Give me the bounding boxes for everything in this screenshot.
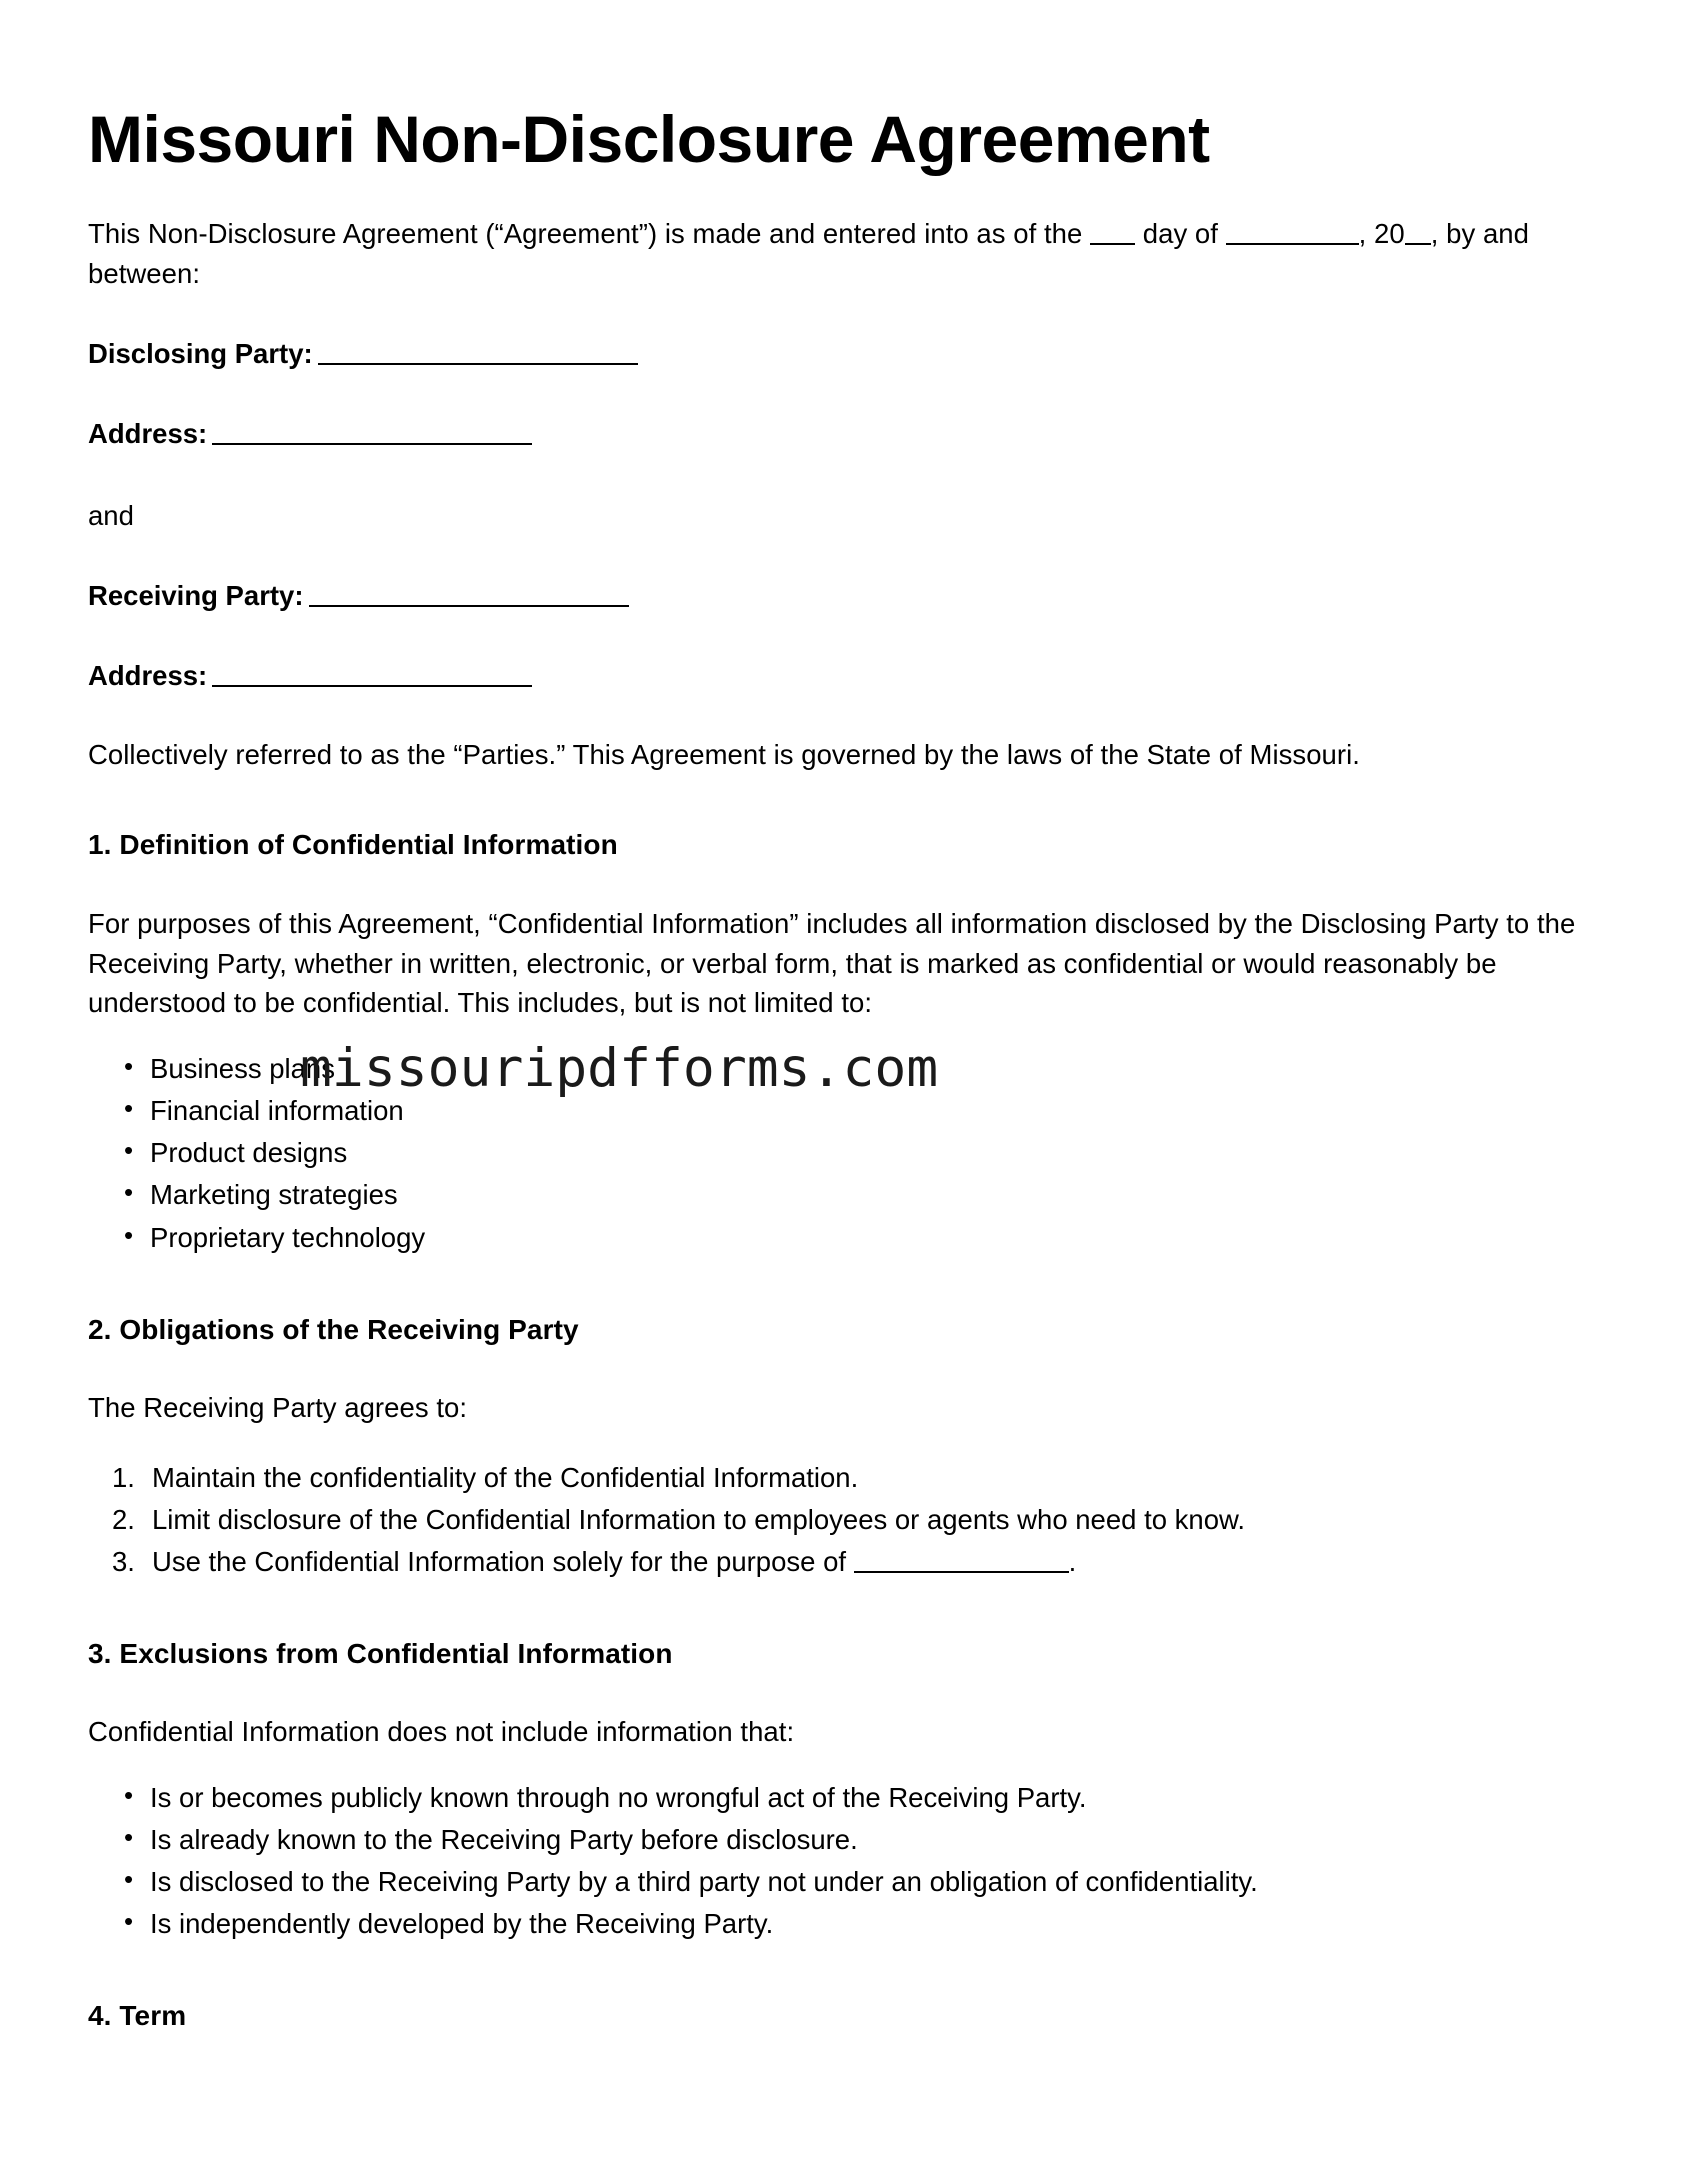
site-watermark: missouripdfforms.com [300, 1038, 939, 1099]
day-blank[interactable] [1090, 219, 1135, 246]
list-item [88, 1542, 1582, 1581]
receiving-party-label: Receiving Party: [88, 579, 304, 611]
list-item-text: Proprietary technology [150, 1221, 426, 1253]
section-1-body: For purposes of this Agreement, “Confidential Information” includes all information disclosed by the Disclosing Party to the Receiving Party, whether in written, electronic, or verbal form, that is marked as confidential or would reasonably be understood to be confidential. This includes, but is not limited to: [88, 907, 1576, 1019]
section-1-bullet-list [88, 1023, 1593, 1256]
disclosing-party-line [88, 294, 1593, 374]
section-2-body: The Receiving Party agrees to: [88, 1391, 468, 1423]
receiving-party-blank[interactable] [309, 579, 629, 606]
list-item [88, 1778, 1580, 1817]
list-item-text: Maintain the confidentiality of the Confidential Information. [152, 1461, 859, 1493]
section-2-heading: 2. Obligations of the Receiving Party [88, 1313, 579, 1345]
disclosing-party-blank[interactable] [318, 338, 638, 365]
page-title: Missouri Non-Disclosure Agreement [88, 102, 1210, 176]
intro-text-before-day: This Non-Disclosure Agreement (“Agreement”) is made and entered into as of the [88, 218, 1091, 250]
list-item [88, 1904, 1580, 1943]
list-item [88, 1458, 1582, 1497]
section-3-body: Confidential Information does not include information that: [88, 1716, 795, 1748]
disclosing-party-label: Disclosing Party: [88, 338, 313, 370]
receiving-address-line [88, 616, 1593, 696]
section-2-numbered-list [88, 1428, 1593, 1581]
intro-paragraph [88, 174, 1593, 294]
receiving-party-line [88, 536, 1593, 616]
list-item-text: Financial information [150, 1095, 404, 1127]
intro-text-after-year: , by and between: [88, 218, 1529, 290]
section-3-bullet-list [88, 1752, 1593, 1943]
list-item [88, 1091, 1593, 1130]
governing-law-paragraph: Collectively referred to as the “Parties.” This Agreement is governed by the laws of the State of Missouri. [88, 739, 1360, 771]
list-item-text: Limit disclosure of the Confidential Information to employees or agents who need to know. [152, 1503, 1245, 1535]
list-item-text-after-blank: . [1068, 1545, 1077, 1577]
section-1-heading: 1. Definition of Confidential Information [88, 829, 618, 861]
list-item [88, 1820, 1580, 1859]
purpose-blank[interactable] [854, 1546, 1069, 1573]
section-3-heading: 3. Exclusions from Confidential Information [88, 1637, 673, 1669]
intro-text-after-month: , 20 [1358, 218, 1405, 250]
disclosing-address-blank[interactable] [212, 418, 532, 445]
month-blank[interactable] [1226, 219, 1359, 246]
list-item-text: Is disclosed to the Receiving Party by a third party not under an obligation of confidentiality. [150, 1866, 1258, 1898]
disclosing-address-label: Address: [88, 417, 208, 449]
section-4-heading: 4. Term [88, 2000, 187, 2032]
list-item [88, 1862, 1580, 1901]
year-blank[interactable] [1405, 219, 1431, 246]
receiving-address-label: Address: [88, 659, 208, 691]
list-item-text: Marketing strategies [150, 1179, 398, 1211]
list-item-text: Is or becomes publicly known through no wrongful act of the Receiving Party. [150, 1782, 1087, 1814]
list-item [88, 1500, 1582, 1539]
document-content [88, 0, 1593, 2035]
list-item [88, 1049, 1593, 1088]
disclosing-address-line [88, 374, 1593, 454]
list-item-text-before-blank: Use the Confidential Information solely for the purpose of [152, 1545, 854, 1577]
receiving-address-blank[interactable] [212, 659, 532, 686]
list-item-text: Is independently developed by the Receiving Party. [150, 1908, 774, 1940]
intro-text-after-day: day of [1135, 218, 1226, 250]
list-item-text: Business plans [150, 1053, 335, 1085]
list-item [88, 1175, 1593, 1214]
list-item [88, 1133, 1593, 1172]
parties-conjunction: and [88, 499, 134, 531]
list-item-text: Product designs [150, 1137, 348, 1169]
list-item-text: Is already known to the Receiving Party before disclosure. [150, 1824, 858, 1856]
list-item [88, 1218, 1593, 1257]
